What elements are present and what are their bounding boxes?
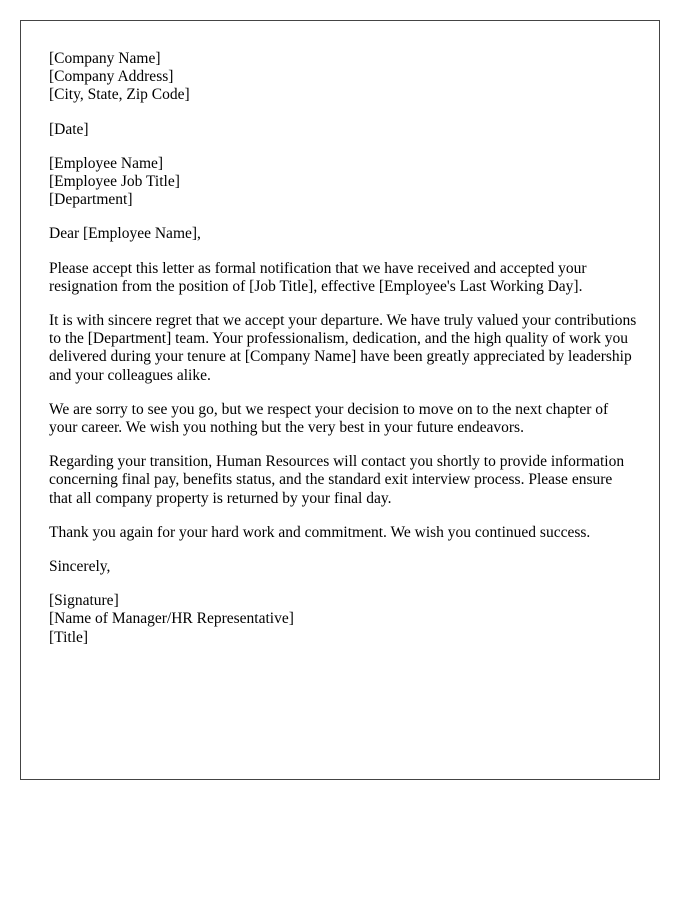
signature-block <box>49 592 639 647</box>
sender-address-block <box>49 50 639 105</box>
salutation: Dear [Employee Name], <box>49 225 201 243</box>
paragraph-well-wishes: We are sorry to see you go, but we respect your decision to move on to the next chapter of your career. We wish you nothing but the very best in your future endeavors. <box>49 400 609 437</box>
paragraph-thanks: Thank you again for your hard work and commitment. We wish you continued success. <box>49 523 591 541</box>
paragraph-appreciation: It is with sincere regret that we accept your departure. We have truly valued your contributions to the [Department] team. Your professionalism, dedication, and the high quality of work you delivered during your tenure at [Company Name] have been greatly appreciated by leadership and your colleagues alike. <box>49 312 637 384</box>
closing: Sincerely, <box>49 558 111 576</box>
paragraph-acceptance: Please accept this letter as formal notification that we have received and accepted your resignation from the position of [Job Title], effective [Employee's Last Working Day]. <box>49 259 587 295</box>
date-block <box>49 121 639 139</box>
recipient-employee-name: [Employee Name] <box>49 154 164 172</box>
signer-name: [Name of Manager/HR Representative] <box>49 610 294 628</box>
sender-company-name: [Company Name] <box>49 50 161 67</box>
signature-placeholder: [Signature] <box>49 592 119 610</box>
recipient-job-title: [Employee Job Title] <box>49 173 180 191</box>
letter-page <box>20 20 660 780</box>
sender-city-state-zip: [City, State, Zip Code] <box>49 86 190 104</box>
recipient-address-block <box>49 155 639 210</box>
sender-company-address: [Company Address] <box>49 68 174 86</box>
recipient-department: [Department] <box>49 191 133 209</box>
signer-title: [Title] <box>49 628 89 646</box>
letter-content <box>49 50 639 663</box>
paragraph-transition: Regarding your transition, Human Resources will contact you shortly to provide information concerning final pay, benefits status, and the standard exit interview process. Please ensure that all company property is returned by your final day. <box>49 453 625 507</box>
letter-date: [Date] <box>49 120 89 138</box>
